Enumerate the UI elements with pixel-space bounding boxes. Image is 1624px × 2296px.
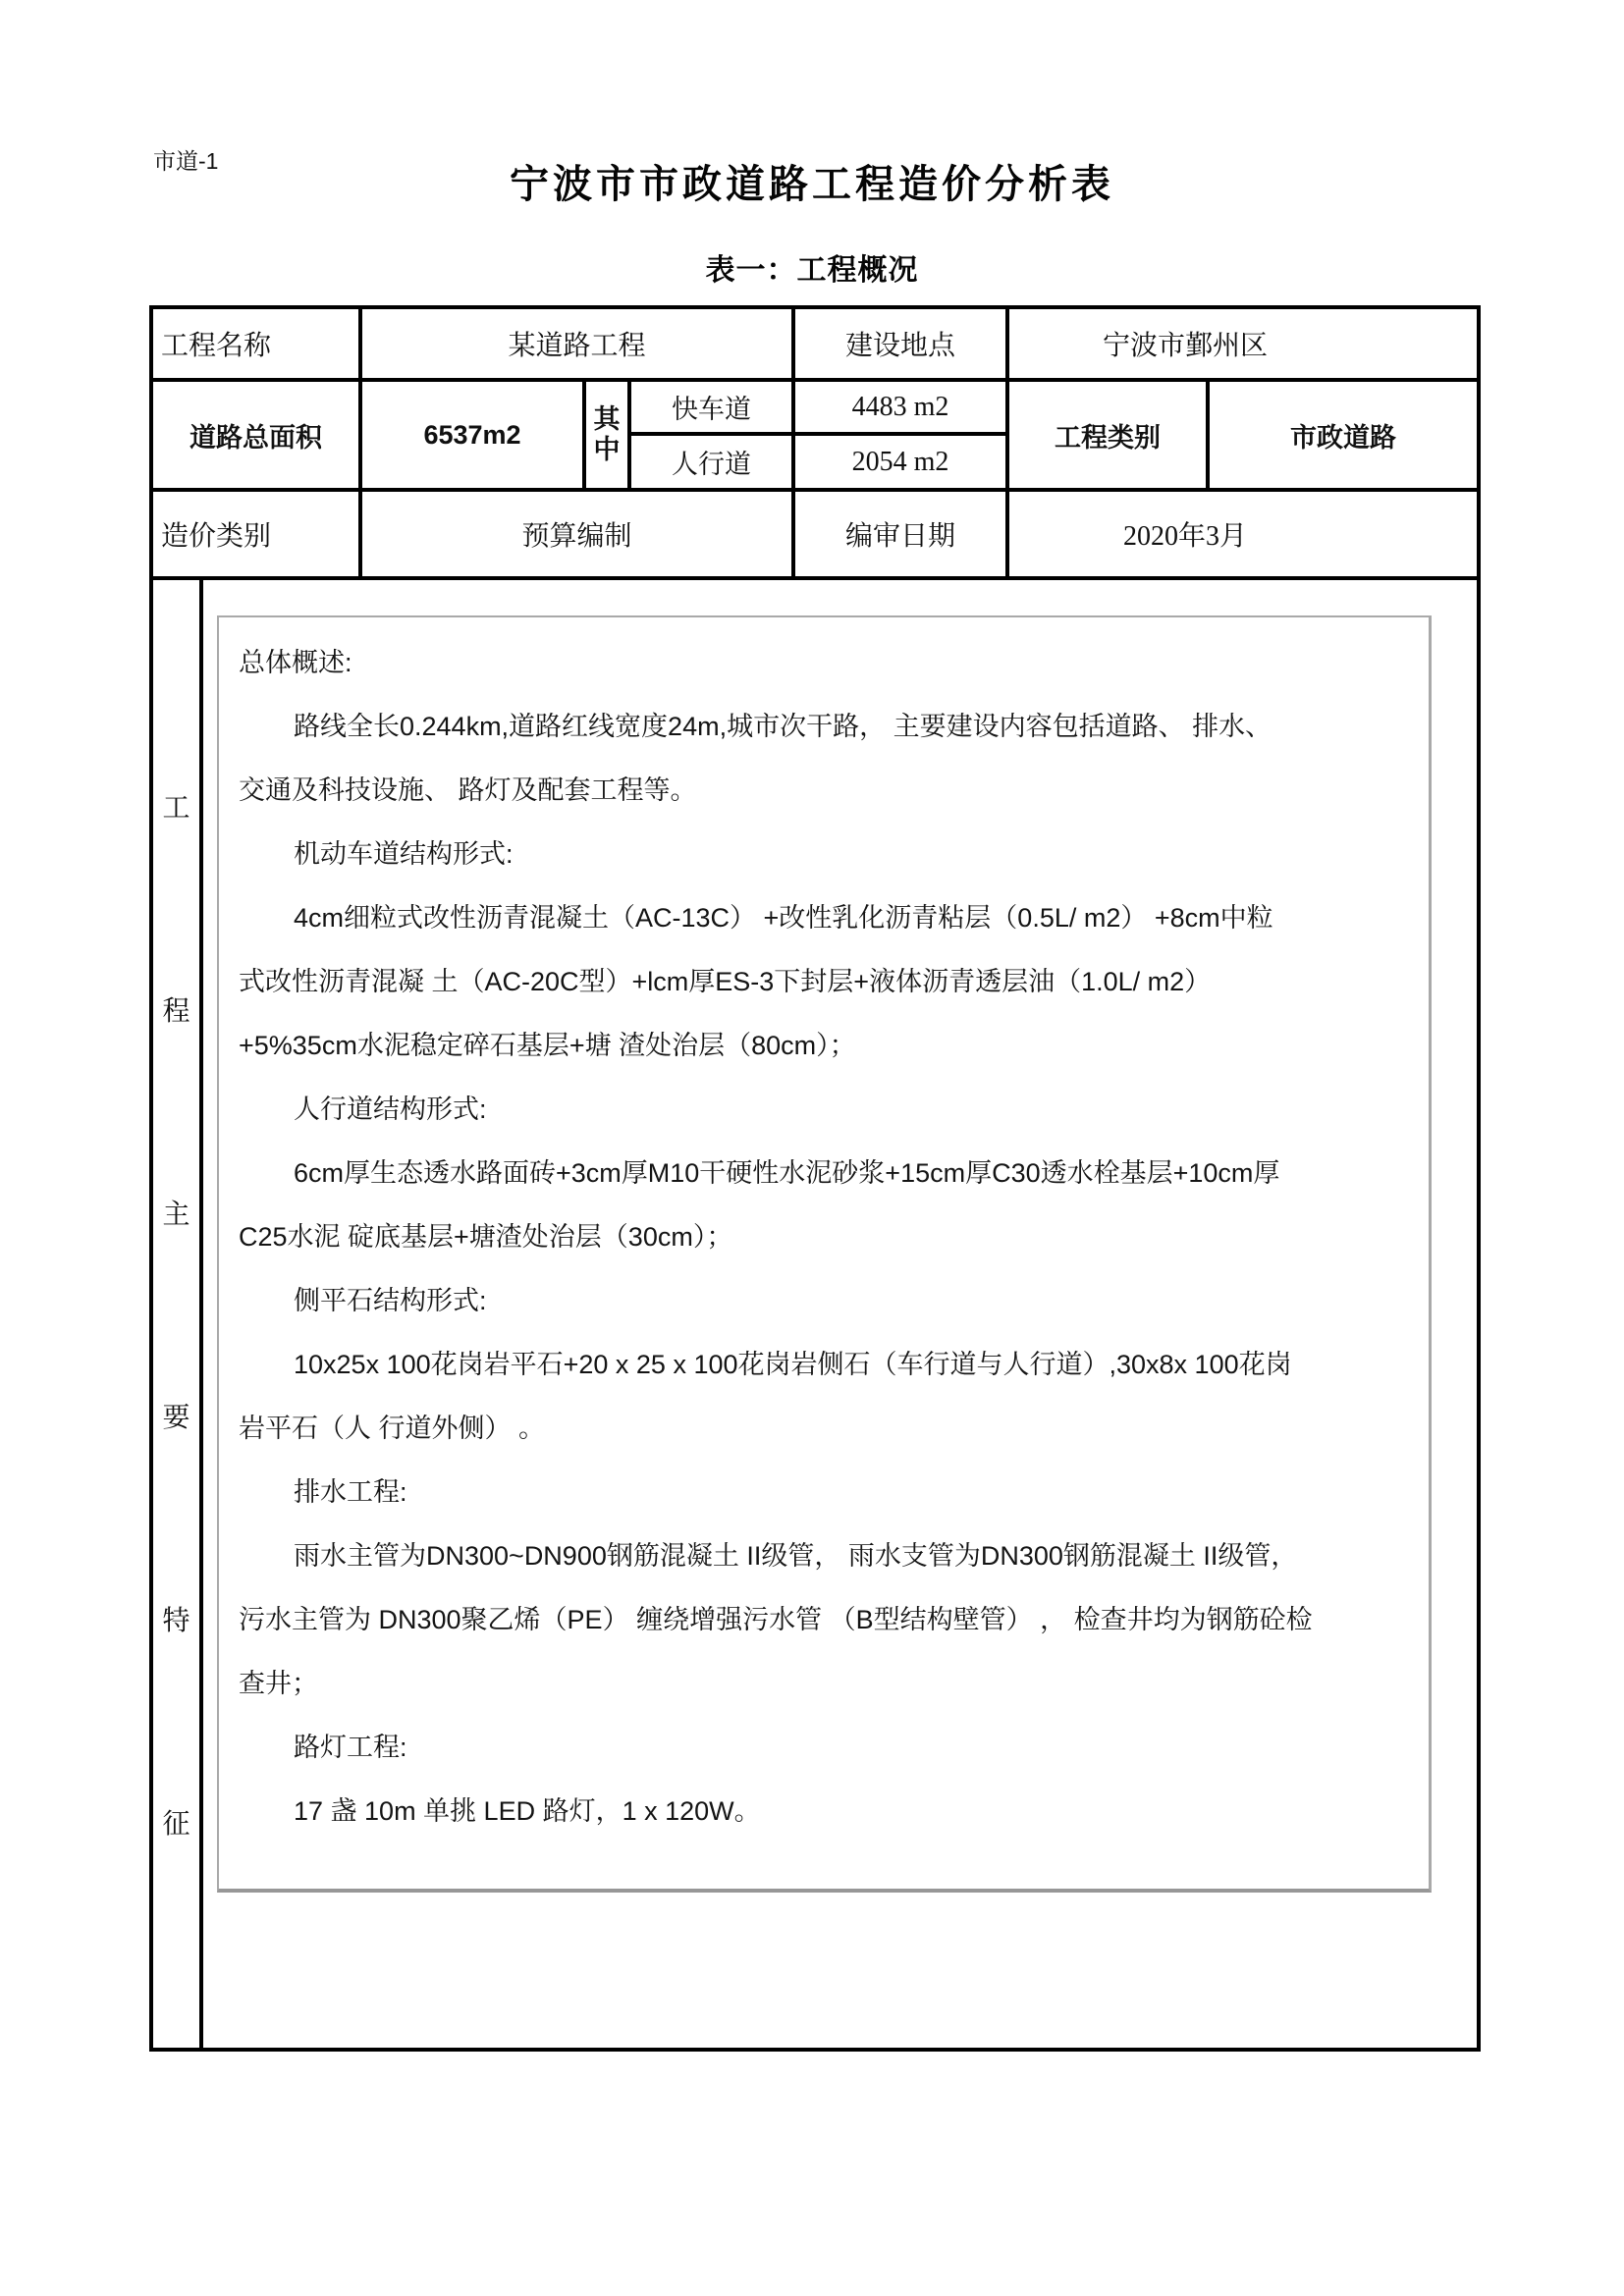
feature-line: 岩平石（人 行道外侧） 。	[239, 1414, 546, 1443]
review-date-label: 编审日期	[795, 492, 1005, 576]
among-char-2: 中	[593, 435, 621, 464]
feature-line: 17 盏 10m 单挑 LED 路灯，1 x 120W。	[294, 1796, 761, 1826]
features-side-label	[153, 580, 199, 2048]
feature-line: 6cm厚生态透水路面砖+3cm厚M10干硬性水泥砂浆+15cm厚C30透水栓基层+10cm厚	[294, 1158, 1280, 1188]
feature-line: 4cm细粒式改性沥青混凝土（AC-13C） +改性乳化沥青粘层（0.5L/ m2） +8cm中粒	[294, 903, 1273, 933]
sidewalk-label: 人行道	[631, 436, 791, 488]
feature-line: 10x25x 100花岗岩平石+20 x 25 x 100花岗岩侧石（车行道与人行道）,30x8x 100花岗	[294, 1350, 1292, 1379]
project-type-value: 市政道路	[1210, 382, 1477, 488]
sidewalk-value: 2054 m2	[795, 436, 1005, 488]
feature-line: C25水泥 碇底基层+塘渣处治层（30cm）；	[239, 1222, 733, 1252]
feature-line: 排水工程:	[294, 1477, 407, 1507]
feature-line: 查井；	[239, 1669, 318, 1698]
side-char-3: 主	[162, 1200, 190, 1230]
cost-type-value: 预算编制	[362, 492, 791, 576]
feature-lines	[239, 631, 1409, 1843]
side-char-6: 征	[162, 1809, 190, 1840]
side-char-4: 要	[162, 1403, 190, 1433]
feature-line: 交通及科技设施、 路灯及配套工程等。	[239, 775, 697, 805]
review-date-value: 2020年3月	[1009, 492, 1477, 576]
road-area-value: 6537m2	[362, 382, 582, 488]
cost-type-label: 造价类别	[153, 492, 358, 576]
among-char-1: 其	[593, 403, 621, 434]
feature-line: 路线全长0.244km,道路红线宽度24m,城市次干路， 主要建设内容包括道路、 排水、	[294, 712, 1272, 741]
page-subtitle: 表一：工程概况	[705, 254, 919, 287]
features-box	[217, 615, 1432, 1893]
fast-lane-value: 4483 m2	[795, 382, 1005, 432]
project-name-label: 工程名称	[153, 309, 358, 378]
road-area-label: 道路总面积	[153, 382, 358, 488]
side-char-2: 程	[162, 996, 190, 1027]
feature-line: 侧平石结构形式:	[294, 1286, 487, 1315]
feature-line: 式改性沥青混凝 土（AC-20C型）+lcm厚ES-3下封层+液体沥青透层油（1.0L/ m2）	[239, 967, 1212, 996]
project-name-value: 某道路工程	[362, 309, 791, 378]
project-type-label: 工程类别	[1009, 382, 1206, 488]
feature-line: 机动车道结构形式:	[294, 839, 514, 869]
side-char-1: 工	[162, 793, 190, 824]
location-label: 建设地点	[795, 309, 1005, 378]
feature-line: 总体概述:	[239, 648, 352, 677]
page-title: 宁波市市政道路工程造价分析表	[510, 163, 1114, 206]
overview-table	[149, 305, 1481, 2052]
side-char-5: 特	[162, 1606, 190, 1636]
feature-line: +5%35cm水泥稳定碎石基层+塘 渣处治层（80cm）；	[239, 1031, 856, 1060]
fast-lane-label: 快车道	[631, 382, 791, 432]
feature-line: 人行道结构形式:	[294, 1095, 487, 1124]
location-value: 宁波市鄞州区	[1009, 309, 1477, 378]
feature-line: 路灯工程:	[294, 1733, 407, 1762]
among-label	[586, 382, 627, 488]
doc-code: 市道-1	[153, 148, 219, 174]
feature-line: 雨水主管为DN300~DN900钢筋混凝土 II级管， 雨水支管为DN300钢筋混凝土 II级管，	[294, 1541, 1298, 1571]
features-cell	[203, 580, 1477, 2048]
feature-line: 污水主管为 DN300聚乙烯（PE） 缠绕增强污水管 （B型结构壁管） ， 检查井均为钢筋砼检	[239, 1605, 1313, 1634]
